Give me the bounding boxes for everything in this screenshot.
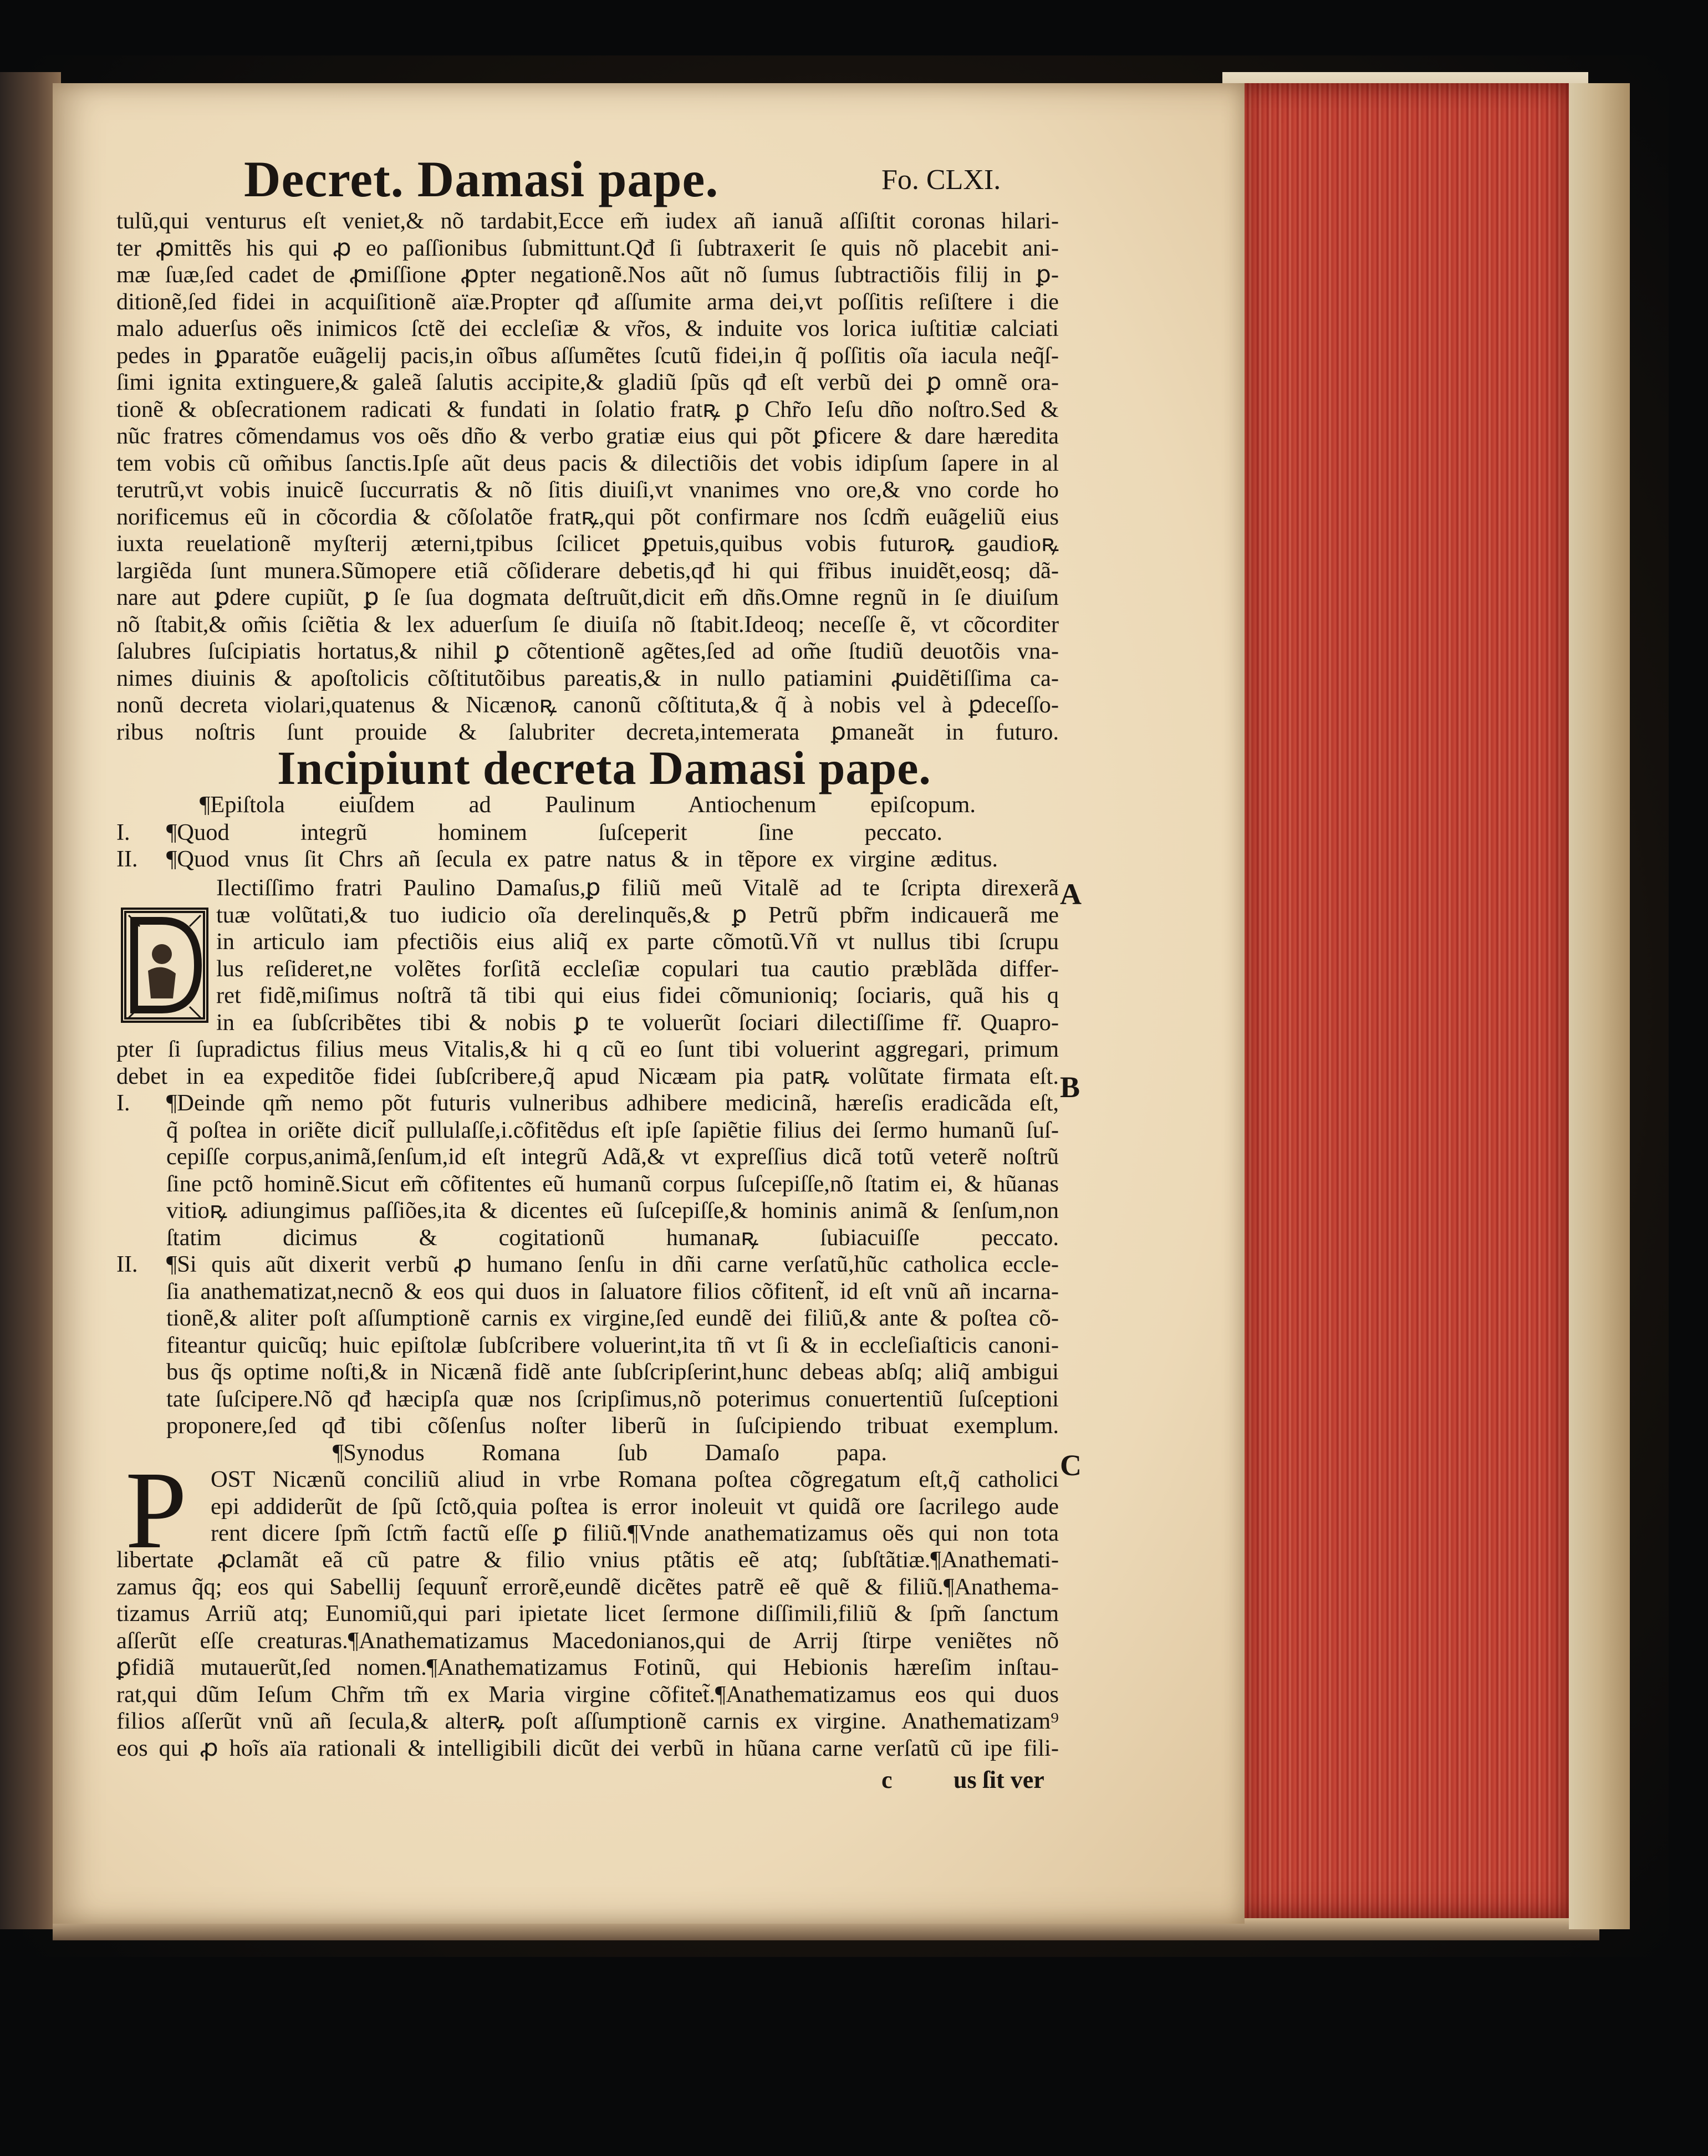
- text-line: tate ſuſcipere.Nõ qđ hæcipſa quæ nos ſcripſimus,nõ poterimus conuertentiũ ſuſceptioni: [166, 1385, 1059, 1412]
- text-line: ſine pctõ hominẽ.Sicut em̃ cõfitentes eũ humanũ corpus ſuſcepiſſe,nõ ſtatim ei, & hũanas: [166, 1170, 1059, 1197]
- running-head: Decret. Damasi pape.: [244, 151, 719, 207]
- paragraph-numeral: II.: [116, 1252, 138, 1277]
- text-line: proponere,ſed qđ tibi cõſenſus noſter liberũ in ſuſcipiendo tribuat exemplum.: [166, 1413, 1059, 1439]
- text-block-4: [166, 1251, 1059, 1440]
- text-line: tionẽ,& aliter poſt aſſumptionẽ carnis ex virgine,ſed eundẽ dei filiũ,& ante & poſtea cõ-: [166, 1305, 1059, 1331]
- item-line: [166, 846, 998, 873]
- paragraph-numeral: I.: [116, 1090, 130, 1116]
- item-text: ¶Quod vnus ſit Chrs añ ſecula ex patre natus & in tẽpore ex virgine æditus.: [166, 846, 998, 872]
- initial-d-illustration: [123, 910, 206, 1021]
- text-line: iuxta reuelationẽ myſterij æterni,tpibus ſcilicet ꝑpetuis,quibus vobis futuroꝶ gaudioꝶ: [116, 531, 1059, 557]
- text-line: eos qui ꝓ hoĩs aïa rationali & intelligibili dicũt dei verbũ in hũana carne verſatũ cũ ipe fili-: [116, 1735, 1059, 1761]
- text-line: tulũ,qui venturus eſt veniet,& nõ tardabit,Ecce em̃ iudex añ ianuã aſſiſtit coronas hilari-: [116, 208, 1059, 234]
- text-line: largiẽda ſunt munera.Sũmopere etiã cõſiderare debetis,qđ hi qui fr̃ibus inuidẽt,eosq; dã-: [116, 557, 1059, 584]
- text-line: aſſerũt eſſe creaturas.¶Anathematizamus Macedonianos,qui de Arrij ſtirpe veniẽtes nõ: [116, 1627, 1059, 1654]
- red-fore-edge: [1222, 83, 1577, 1918]
- text-line: pedes in ꝑparatõe euãgelij pacis,in oĩbus aſſumẽtes ſcutũ fidei,in q̃ poſſitis oĩa iacula neq̃ſ-: [116, 342, 1059, 369]
- left-page-edge: [0, 72, 61, 1929]
- text-line: terutrũ,vt vobis inuicẽ ſuccurratis & nõ ſitis diuiſi,vt vnanimes vno ore,& vno corde ho: [116, 477, 1059, 503]
- item-text: ¶Quod integrũ hominem ſuſceperit ſine peccato.: [166, 819, 942, 845]
- text-line: in articulo iam pfectiõis eius aliq̃ ex parte cõmotũ.Vñ vt nullus tibi ſcrupu: [216, 929, 1059, 955]
- decorated-initial-d: [121, 908, 208, 1023]
- text-block-2-full: [116, 1036, 1059, 1090]
- text-line: epi addiderũt de ſpũ ſctõ,quia poſtea is error inoleuit vt quidã ore ſacrilego aude: [211, 1493, 1059, 1520]
- text-line: zamus q̃q; eos qui Sabellij ſequunt̃ errorẽ,eundẽ dicẽtes patrẽ eẽ quẽ & filiũ.¶Anathema-: [116, 1573, 1059, 1600]
- right-board: [1569, 83, 1630, 1929]
- item-line: [166, 819, 942, 847]
- text-line: libertate ꝓclamãt eã cũ patre & filio vnius ptãtis eẽ atq; ſubſtãtiæ.¶Anathemati-: [116, 1547, 1059, 1573]
- text-line: ribus noſtris ſunt prouide & ſalubriter decreta,intemerata ꝑmaneãt in futuro.: [116, 718, 1059, 745]
- text-line: mæ ſuæ,ſed cadet de ꝓmiſſione ꝓpter negationẽ.Nos aũt nõ ſumus ſubtractiõis filij in ꝑ-: [116, 262, 1059, 288]
- text-line: norificemus eũ in cõcordia & cõſolatõe fratꝶ,qui põt confirmare nos ſcdm̃ euãgeliũ eius: [116, 503, 1059, 530]
- text-line: ſimi ignita extinguere,& galeã ſalutis accipite,& gladiũ ſpũs qđ eſt verbũ dei ꝑ omnẽ ora-: [116, 369, 1059, 395]
- text-line: bus q̃s optime noſti,& in Nicænã fidẽ ante ſubſcripſerint,hunc debeas abſq; aliq̃ ambigui: [166, 1359, 1059, 1385]
- text-block-2: [216, 875, 1059, 1036]
- decorated-initial-p: P: [125, 1449, 187, 1572]
- text-line: ſia anathematizat,necnõ & eos qui duos in ſaluatore filios cõfitent̃, id eſt vnũ añ incarna-: [166, 1278, 1059, 1304]
- text-line: debet in ea expeditõe fidei ſubſcribere,q̃ apud Nicæam pia patꝶ volũtate firmata eſt.: [116, 1063, 1059, 1089]
- text-block-3: [166, 1090, 1059, 1251]
- text-block-1: [116, 208, 1059, 746]
- text-line: nõ ſtabit,& om̃is ſciẽtia & lex aduerſum ſe diuiſa nõ ſtabit.Ideoq; neceſſe ẽ, vt cõcorditer: [116, 611, 1059, 638]
- text-line: ter ꝓmittẽs his qui ꝓ eo paſſionibus ſubmittunt.Qđ ſi ſubtraxerit ſe quis nõ placebit ani-: [116, 235, 1059, 261]
- text-line: nonũ decreta violari,quatenus & Nicænoꝶ canonũ cõſtituta,& q̃ à nobis vel à ꝑdeceſſo-: [116, 692, 1059, 718]
- text-line: in ea ſubſcribẽtes tibi & nobis ꝑ te voluerũt ſociari dilectiſſime fr̃. Quapro-: [216, 1009, 1059, 1036]
- text-line: ditionẽ,ſed fidei in acquiſitionẽ aïæ.Propter qđ aſſumite arma dei,vt poſſitis reſiſtere i die: [116, 288, 1059, 315]
- text-block-5-indent: [211, 1466, 1059, 1547]
- text-line: rat,qui dũm Ieſum Chr̃m tm̃ ex Maria virgine cõfitet̃.¶Anathematizamus eos qui duos: [116, 1681, 1059, 1708]
- text-line: nũc fratres cõmendamus vos oẽs dño & verbo gratiæ eius qui põt ꝑficere & dare hæredita: [116, 423, 1059, 449]
- rubric-line: ¶Synodus Romana ſub Damaſo papa.: [333, 1440, 887, 1466]
- text-line: pter ſi ſupradictus filius meus Vitalis,& hi q cũ eo ſunt tibi voluerint aggregari, primum: [116, 1036, 1059, 1062]
- text-line: fiteantur quicũq; huic epiſtolæ ſubſcribere voluerint,ita tñ vt ſi & in eccleſiaſticis canoni-: [166, 1332, 1059, 1358]
- text-line: ¶Si quis aũt dixerit verbũ ꝓ humano ſenſu in dñi carne verſatũ,hũc catholica eccle-: [166, 1251, 1059, 1277]
- text-line: lus reſideret,ne volẽtes forſitã eccleſiæ copulari tua cautio præblãda differ-: [216, 955, 1059, 982]
- catchword: us ſit ver: [954, 1766, 1044, 1793]
- folio-number: Fo. CLXI.: [881, 164, 1001, 196]
- text-line: malo aduerſus oẽs inimicos ſctẽ dei eccleſiæ & vr̃os, & induite vos lorica iuſtitiæ calciati: [116, 315, 1059, 342]
- text-line: tizamus Arriũ atq; Eunomiũ,qui pari ipietate licet ſermone diſſimili,filiũ & ſpm̃ ſanctum: [116, 1601, 1059, 1627]
- rubric-line: ¶Epiſtola eiuſdem ad Paulinum Antiochenum epiſcopum.: [200, 792, 976, 818]
- text-line: Ilectiſſimo fratri Paulino Damaſus,ꝑ filiũ meũ Vitalẽ ad te ſcripta direxerã: [216, 875, 1059, 901]
- text-line: tuæ volũtati,& tuo iudicio oĩa derelinquẽs,& ꝑ Petrũ pbr̃m indicauerã me: [216, 901, 1059, 928]
- margin-letter-c: C: [1060, 1449, 1082, 1482]
- section-heading: Incipiunt decreta Damasi pape.: [277, 741, 931, 794]
- text-line: nimes diuinis & apoſtolicis cõſtitutõibus pareatis,& in nullo patiamini ꝓuidẽtiſſima ca-: [116, 665, 1059, 691]
- item-numeral: II.: [116, 847, 138, 872]
- margin-letter-b: B: [1060, 1071, 1080, 1104]
- text-line: ſtatim dicimus & cogitationũ humanaꝶ ſubiacuiſſe peccato.: [166, 1224, 1059, 1251]
- text-line: filios aſſerũt vnũ añ ſecula,& alterꝶ poſt aſſumptionẽ carnis ex virgine. Anathematizam⁹: [116, 1708, 1059, 1734]
- item-numeral: I.: [116, 820, 130, 845]
- text-line: nare aut ꝑdere cupiũt, ꝑ ſe ſua dogmata deſtruũt,dicit em̃ dñs.Omne regnũ in ſe diuiſum: [116, 584, 1059, 610]
- text-block-5: [116, 1547, 1059, 1762]
- text-line: rent dicere ſpm̃ ſctm̃ factũ eſſe ꝑ filiũ.¶Vnde anathematizamus oẽs qui non tota: [211, 1520, 1059, 1546]
- signature-mark: c: [881, 1766, 893, 1793]
- text-line: tem vobis cũ om̃ibus ſanctis.Ipſe aũt deus pacis & dilectiõis det vobis idipſum ſapere in al: [116, 450, 1059, 476]
- text-line: vitioꝶ adiungimus paſſiões,ita & dicentes eũ ſuſcepiſſe,& hominis animã & ſenſum,non: [166, 1197, 1059, 1224]
- text-line: tionẽ & obſecrationem radicati & fundati in ſolatio fratꝶ ꝑ Chr̃o Ieſu dño noſtro.Sed &: [116, 396, 1059, 422]
- rubric-synodus: [333, 1440, 887, 1467]
- text-line: cepiſſe corpus,animã,ſenſum,id eſt integrũ Adã,& vt expreſſius dicã totũ veterẽ noſtrũ: [166, 1144, 1059, 1170]
- text-line: q̃ poſtea in oriẽte dicit̃ pullulaſſe,i.cõfitẽdus eſt ipſe ſapiẽtie filius dei ſermo humanũ ſuſ-: [166, 1117, 1059, 1143]
- text-line: ret fidẽ,miſimus noſtrã tã tibi qui eius fidei cõmunioniq; ſociaris, quã his q: [216, 982, 1059, 1008]
- margin-letter-a: A: [1060, 878, 1082, 911]
- rubric-epistola: [200, 792, 976, 819]
- text-line: ¶Deinde qm̃ nemo põt futuris vulneribus adhibere medicinã, hæreſis eradicãda eſt,: [166, 1090, 1059, 1116]
- text-line: ſalubres ſuſcipiatis hortatus,& nihil ꝑ cõtentionẽ agẽtes,ſed ad om̃e ſtudiũ deuotõis vna-: [116, 638, 1059, 664]
- text-line: ꝑfidiã mutauerũt,ſed nomen.¶Anathematizamus Fotinũ, qui Hebionis hæreſim inſtau-: [116, 1654, 1059, 1680]
- text-line: OST Nicænũ conciliũ aliud in vrbe Romana poſtea cõgregatum eſt,q̃ catholici: [211, 1466, 1059, 1492]
